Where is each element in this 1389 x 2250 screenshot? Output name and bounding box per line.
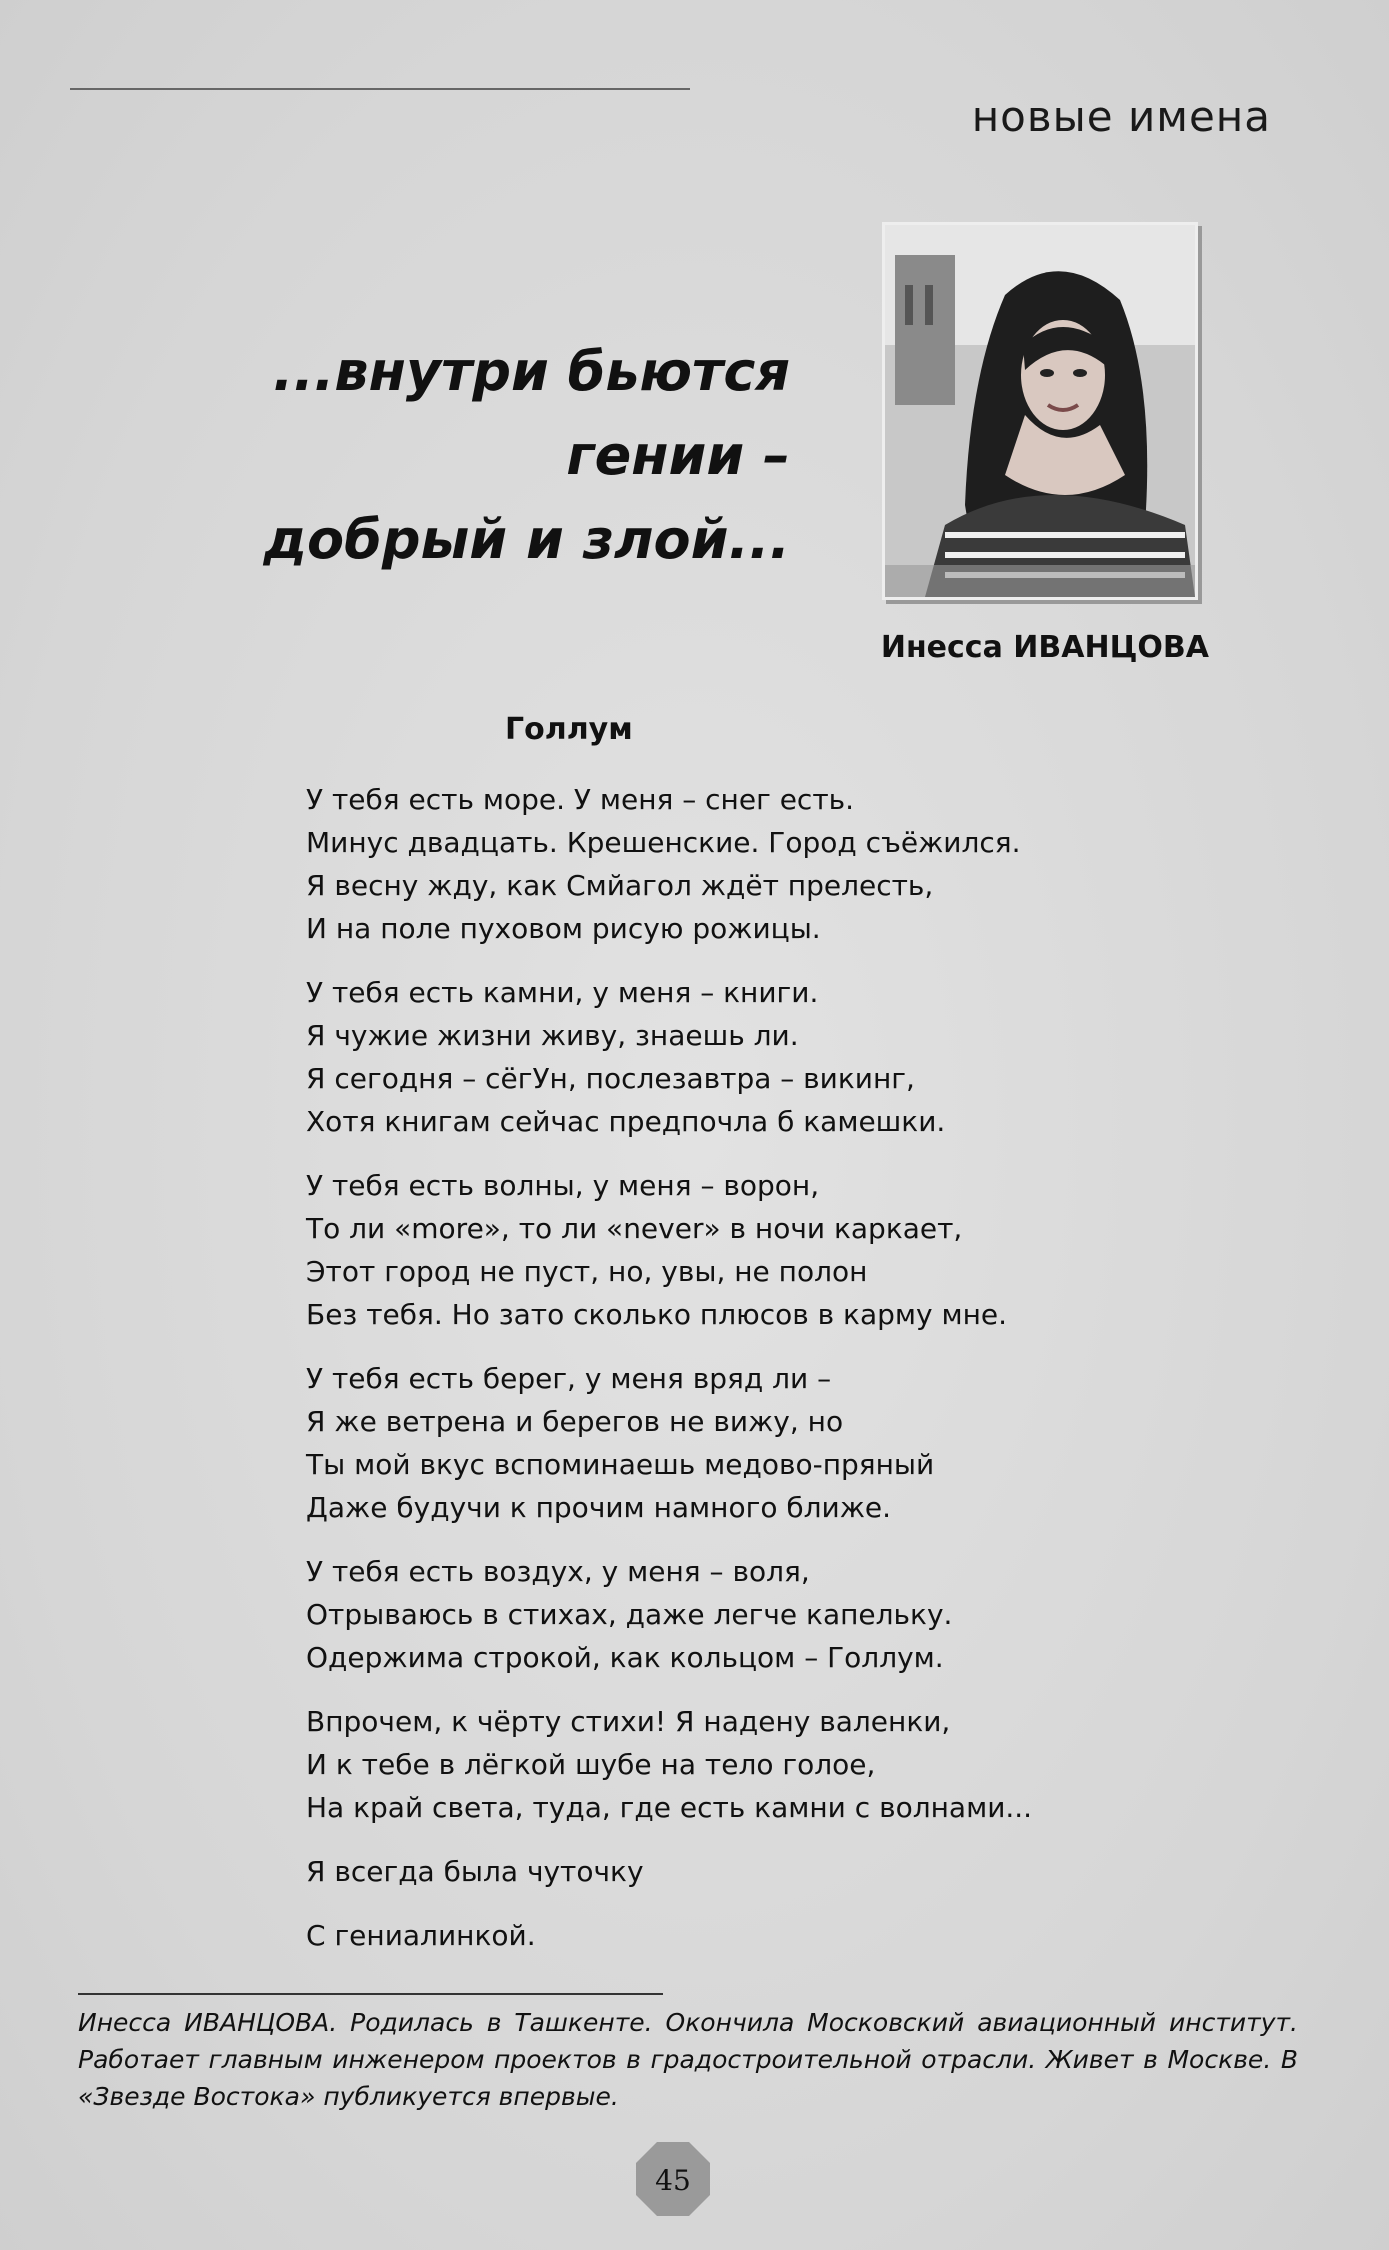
headline-line: ...внутри бьются — [272, 340, 790, 403]
poem-line: У тебя есть камни, у меня – книги. — [306, 976, 819, 1009]
stanza — [306, 1700, 1126, 1829]
author-name: Инесса ИВАНЦОВА — [880, 630, 1209, 665]
section-label: новые имена — [971, 92, 1271, 141]
footnote-rule — [78, 1993, 663, 1995]
poem-line: У тебя есть берег, у меня вряд ли – — [306, 1362, 832, 1395]
header-rule — [70, 88, 690, 90]
poem-line: У тебя есть волны, у меня – ворон, — [306, 1169, 820, 1202]
stanza — [306, 971, 1126, 1143]
stanza — [306, 1550, 1126, 1679]
poem-line: Я весну жду, как Смйагол ждёт прелесть, — [306, 869, 934, 902]
poem-line: Ты мой вкус вспоминаешь медово-пряный — [306, 1448, 935, 1481]
poem-line: И на поле пуховом рисую рожицы. — [306, 912, 821, 945]
headline-line: добрый и злой... — [263, 508, 790, 571]
poem-line: Одержима строкой, как кольцом – Голлум. — [306, 1641, 944, 1674]
poem-line: То ли «more», то ли «never» в ночи каркает, — [306, 1212, 963, 1245]
stanza — [306, 1850, 1126, 1893]
headline — [150, 330, 790, 582]
poem-title: Голлум — [505, 712, 633, 747]
poem-line: Без тебя. Но зато сколько плюсов в карму мне. — [306, 1298, 1008, 1331]
stanza — [306, 1914, 1126, 1957]
poem-line: Отрываюсь в стихах, даже легче капельку. — [306, 1598, 953, 1631]
poem-line: Я сегодня – сёгУн, послезавтра – викинг, — [306, 1062, 915, 1095]
poem-line: Хотя книгам сейчас предпочла б камешки. — [306, 1105, 946, 1138]
stanza — [306, 778, 1126, 950]
poem-line: Даже будучи к прочим намного ближе. — [306, 1491, 892, 1524]
poem-line: Я всегда была чуточку — [306, 1855, 644, 1888]
poem-line: У тебя есть море. У меня – снег есть. — [306, 783, 855, 816]
poem-line: Впрочем, к чёрту стихи! Я надену валенки, — [306, 1705, 951, 1738]
author-bio-footnote: Инесса ИВАНЦОВА. Родилась в Ташкенте. Окончила Московский авиационный институт. Работает главным инженером проектов в градостроительной отрасли. Живет в Москве. В «Звезде Востока» публикуется впервые. — [78, 2008, 1298, 2111]
poem-line: Минус двадцать. Крешенские. Город съёжился. — [306, 826, 1021, 859]
author-photo — [882, 222, 1198, 600]
portrait-image — [885, 225, 1195, 597]
poem-line: На край света, туда, где есть камни с волнами... — [306, 1791, 1033, 1824]
poem-line: Я чужие жизни живу, знаешь ли. — [306, 1019, 799, 1052]
headline-line: гении – — [566, 424, 790, 487]
poem-line: Я же ветрена и берегов не вижу, но — [306, 1405, 844, 1438]
page-number: 45 — [655, 2164, 691, 2197]
page-number-badge — [634, 2140, 712, 2218]
poem-line: Этот город не пуст, но, увы, не полон — [306, 1255, 868, 1288]
stanza — [306, 1357, 1126, 1529]
poem-line: У тебя есть воздух, у меня – воля, — [306, 1555, 810, 1588]
poem-body — [306, 778, 1126, 1978]
stanza — [306, 1164, 1126, 1336]
poem-line: С гениалинкой. — [306, 1919, 536, 1952]
poem-line: И к тебе в лёгкой шубе на тело голое, — [306, 1748, 876, 1781]
